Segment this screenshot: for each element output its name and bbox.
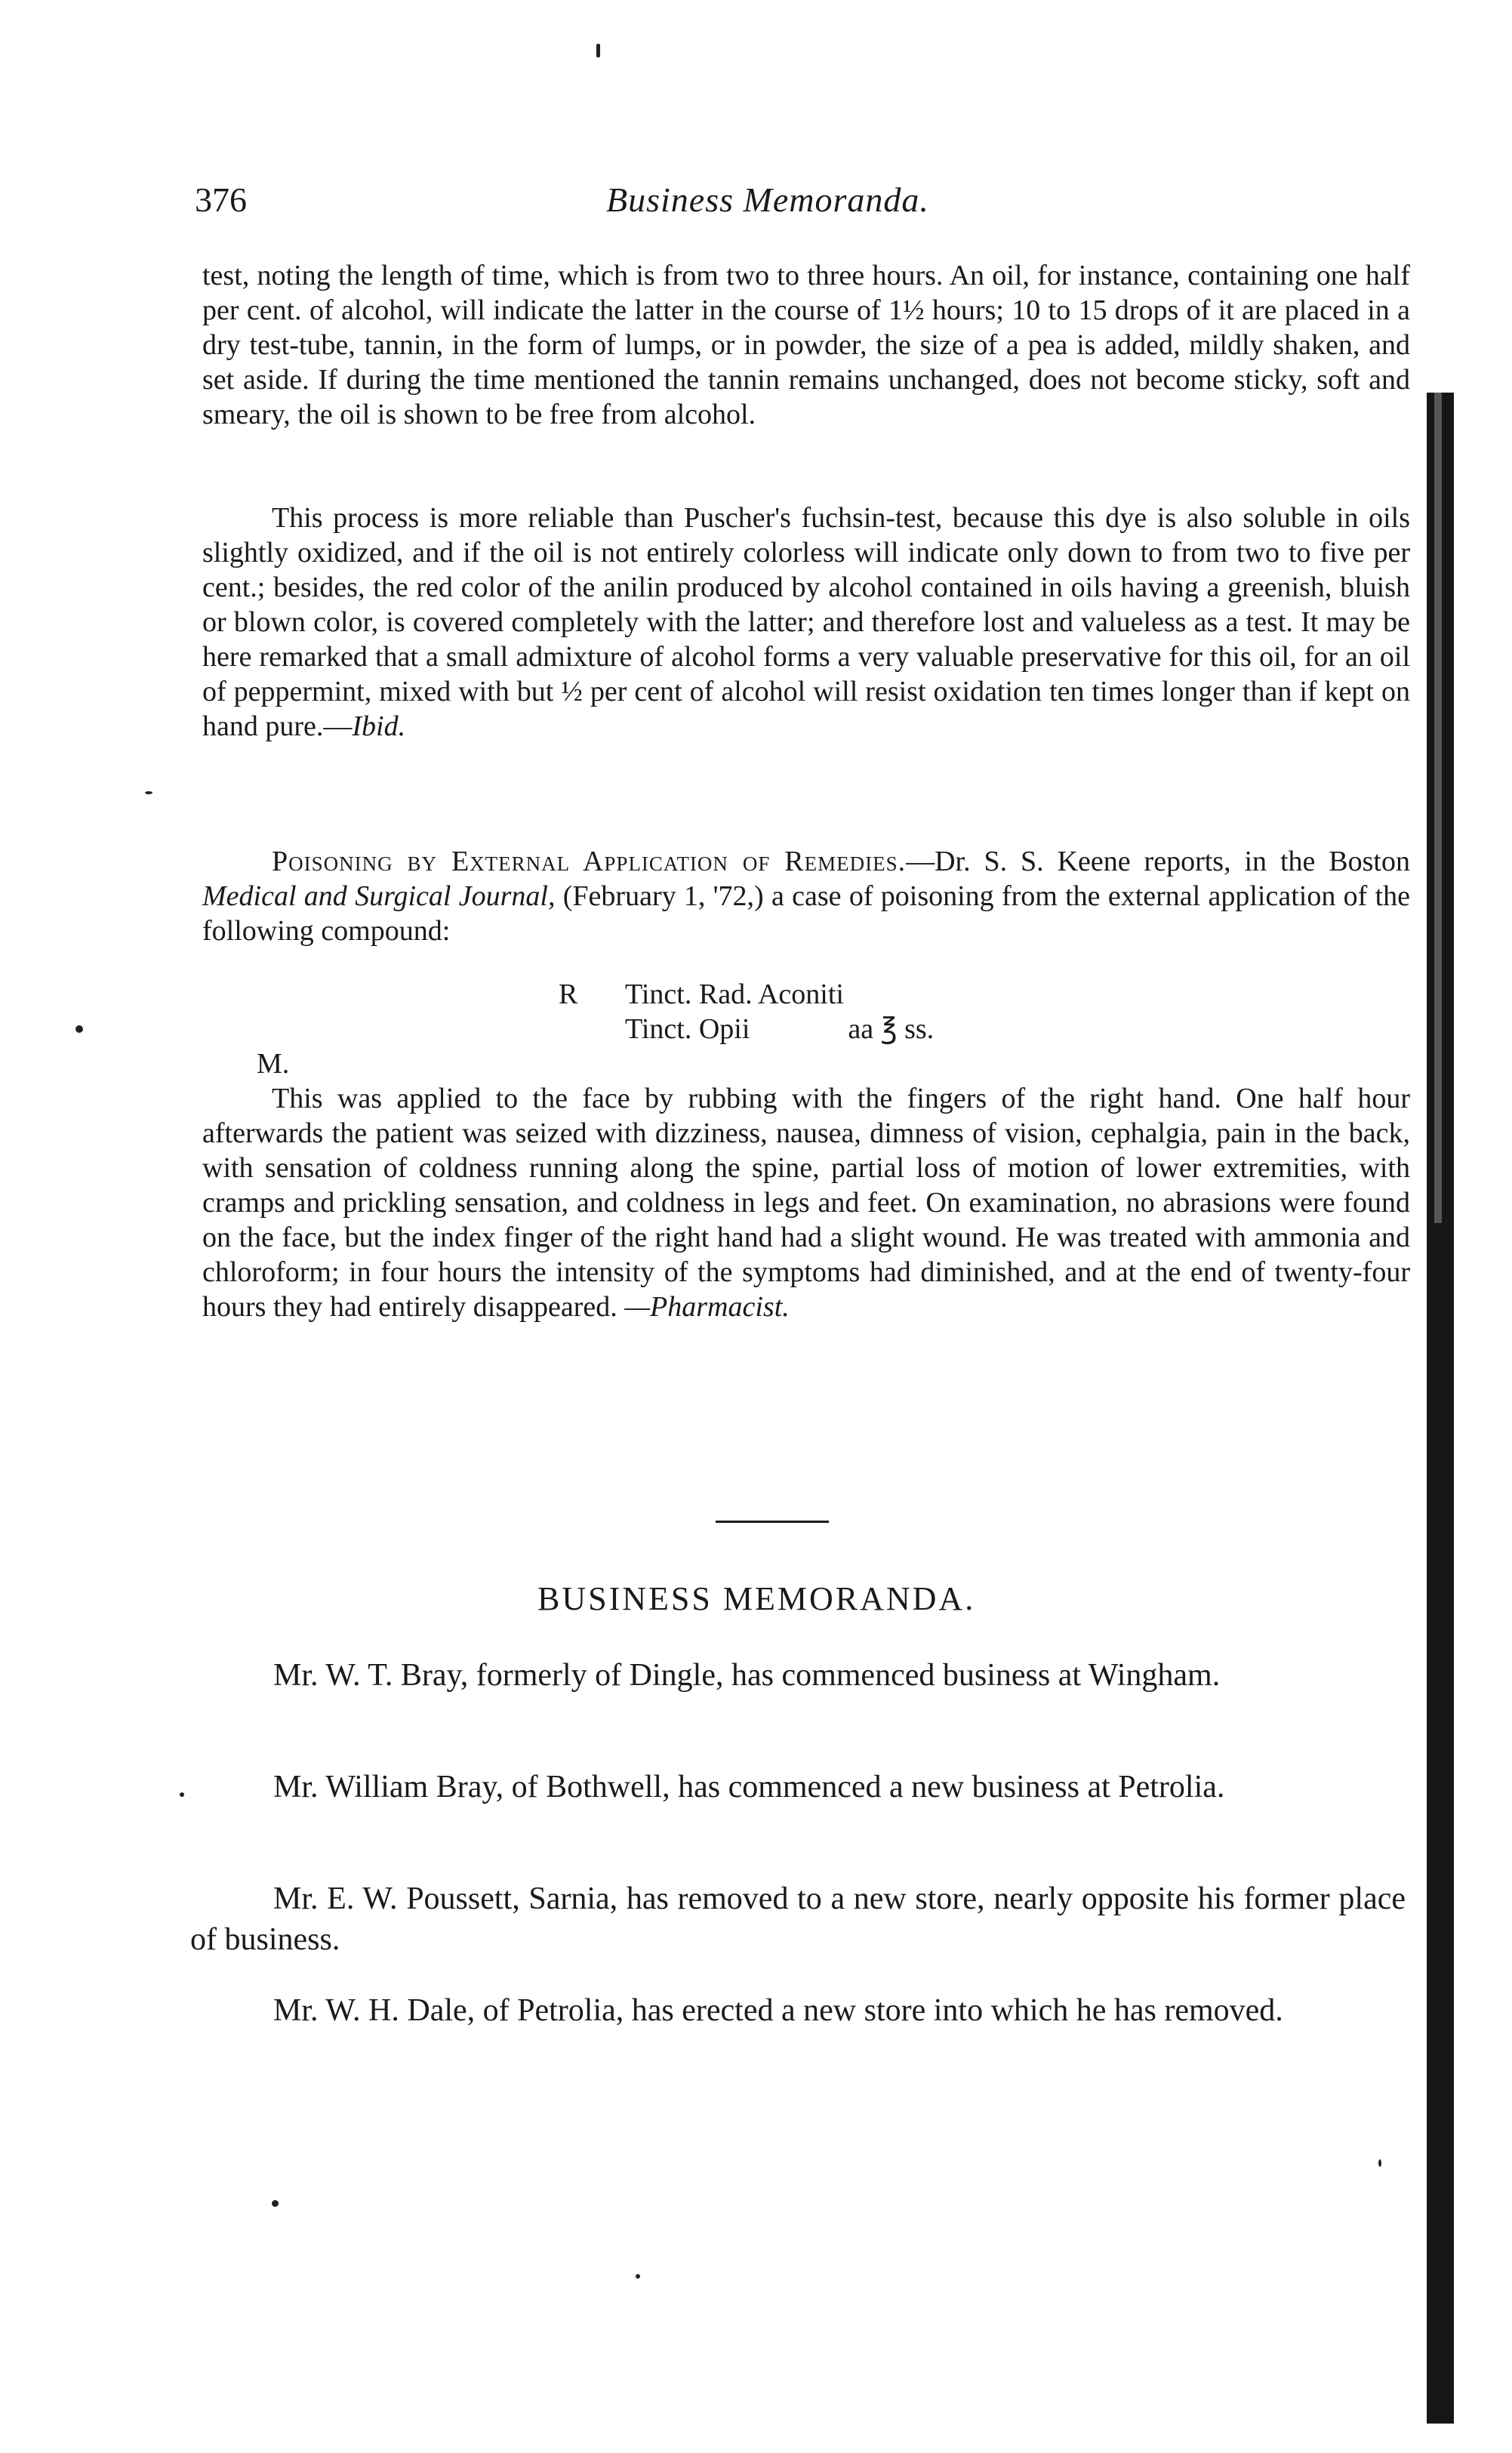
paragraph-case xyxy=(202,1081,1410,1324)
paragraph-poisoning-text-b: (February 1, '72,) a case of poisoning from the external application of the following compound: xyxy=(202,880,1410,947)
article-heading: Poisoning by External Application of Remedies. xyxy=(272,846,907,877)
scan-speck xyxy=(75,1025,83,1033)
paragraph-fuchsin-text: This process is more reliable than Puscher's fuchsin-test, because this dye is also soluble in oils slightly oxidized, and if the oil is not entirely colorless will indicate only down to from two to five per cent.; besides, the red color of the anilin produced by alcohol contained in oils having a greenish, bluish or blown color, is covered completely with the latter; and therefore lost and valueless as a test. It may be here remarked that a small admixture of alcohol forms a very valuable preservative for this oil, for an oil of peppermint, mixed with but ½ per cent of alcohol will resist oxidation ten times longer than if kept on hand pure.— xyxy=(202,502,1410,742)
memo-item: Mr. E. W. Poussett, Sarnia, has removed to a new store, nearly opposite his former place of business. xyxy=(190,1881,1406,1957)
page-number: 376 xyxy=(195,180,247,219)
citation-pharmacist: —Pharmacist. xyxy=(624,1291,790,1323)
scan-speck xyxy=(1378,2159,1381,2167)
scan-speck xyxy=(596,44,600,57)
scan-speck xyxy=(145,791,152,794)
paragraph-oil-test xyxy=(202,258,1410,432)
prescription-line-1 xyxy=(559,977,844,1012)
memo-item: Mr. W. T. Bray, formerly of Dingle, has commenced business at Wingham. xyxy=(273,1658,1221,1693)
prescription-ingredient-1: Tinct. Rad. Aconiti xyxy=(625,978,844,1010)
paragraph-oil-test-text: test, noting the length of time, which is from two to three hours. An oil, for instance, containing one half per cent. of alcohol, will indicate the latter in the course of 1½ hours; 10 to 15 drops of it are placed in a dry test-tube, tannin, in the form of lumps, or in powder, the size of a pea is added, mildly shaken, and set aside. If during the time mentioned the tannin remains unchanged, does not become sticky, soft and smeary, the oil is shown to be free from alcohol. xyxy=(202,260,1410,430)
scan-speck xyxy=(636,2274,640,2279)
running-title: Business Memoranda. xyxy=(606,180,929,219)
prescription-ingredient-2: Tinct. Opii xyxy=(625,1013,750,1045)
section-divider xyxy=(716,1521,829,1523)
memo-item: Mr. W. H. Dale, of Petrolia, has erected a new store into which he has removed. xyxy=(273,1993,1283,2028)
section-title: BUSINESS MEMORANDA. xyxy=(537,1580,976,1617)
scan-shadow-highlight xyxy=(1434,393,1442,1223)
scan-speck xyxy=(180,1792,184,1797)
journal-name: Medical and Surgical Journal, xyxy=(202,880,556,912)
paragraph-poisoning-text-a: —Dr. S. S. Keene reports, in the Boston xyxy=(906,846,1410,877)
paragraph-poisoning xyxy=(202,844,1410,948)
prescription-mix: M. xyxy=(257,1048,290,1080)
prescription-dose: aa ℥ ss. xyxy=(848,1013,935,1045)
citation-ibid: Ibid. xyxy=(352,710,406,742)
scan-speck xyxy=(272,2200,279,2207)
prescription-line-2 xyxy=(625,1012,934,1046)
page-header xyxy=(195,180,1403,225)
memo-item: Mr. William Bray, of Bothwell, has commenced a new business at Petrolia. xyxy=(273,1770,1225,1804)
paragraph-fuchsin xyxy=(202,501,1410,744)
recipe-symbol: R xyxy=(559,978,578,1010)
paragraph-case-text: This was applied to the face by rubbing with the fingers of the right hand. One half hour afterwards the patient was seized with dizziness, nausea, dimness of vision, cephalgia, pain in the back, with sensation of coldness running along the spine, partial loss of motion of lower extremities, with cramps and prickling sensation, and coldness in legs and feet. On examination, no abrasions were found on the face, but the index finger of the right hand had a slight wound. He was treated with ammonia and chloroform; in four hours the intensity of the symptoms had diminished, and at the end of twenty-four hours they had entirely disappeared. xyxy=(202,1083,1410,1323)
